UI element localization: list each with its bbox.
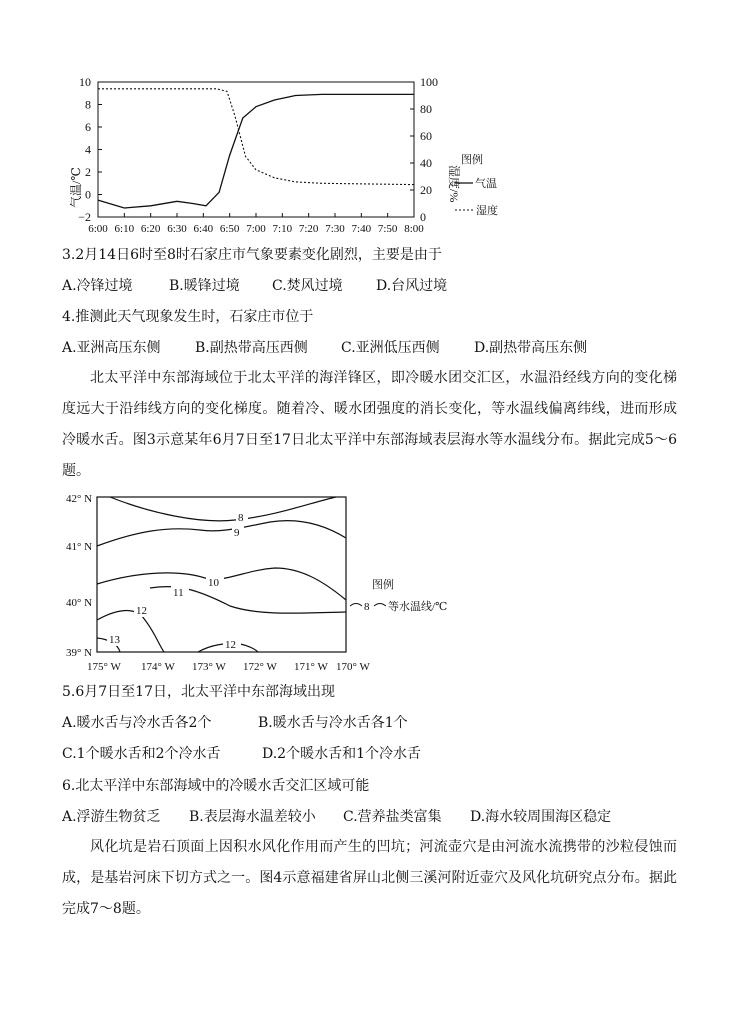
q6-option-c: C.营养盐类富集 <box>343 809 442 825</box>
q6-option-b: B.表层海水温差较小 <box>189 809 316 825</box>
q3-option-a: A.冷锋过境 <box>62 278 133 294</box>
x-tick-label: 6:40 <box>193 223 214 235</box>
y-left-tick-label: 0 <box>85 187 91 202</box>
x-tick-label: 7:30 <box>325 223 345 235</box>
isotherm-label-12-bottom: 12 <box>225 639 236 651</box>
isotherm-label-8: 8 <box>238 512 244 524</box>
q6-option-a: A.浮游生物贫乏 <box>62 809 161 825</box>
y-right-tick-label: 40 <box>420 156 432 170</box>
isotherm-label-13: 13 <box>109 634 120 646</box>
question-6-stem: 6.北太平洋中东部海域中的冷暖水舌交汇区域可能 <box>62 778 370 794</box>
isotherm-label-10: 10 <box>208 577 219 589</box>
y-left-axis-label: 气温/℃ <box>69 167 83 208</box>
y-right-tick-label: 20 <box>420 183 432 197</box>
legend-line-right <box>374 604 386 607</box>
lat-label-39n: 39° N <box>66 647 93 659</box>
question-5-stem: 5.6月7日至17日，北太平洋中东部海域出现 <box>62 684 335 700</box>
temperature-series-line <box>98 94 414 208</box>
q3-option-d: D.台风过境 <box>376 278 448 294</box>
y-right-tick-label: 60 <box>420 129 432 143</box>
q4-option-c: C.亚洲低压西侧 <box>341 340 440 356</box>
plot-frame <box>98 82 414 217</box>
isotherm-8 <box>110 497 336 521</box>
x-tick-label: 6:30 <box>167 223 187 235</box>
q5-option-a: A.暖水舌与冷水舌各2个 <box>62 715 212 731</box>
lat-label-40n: 40° N <box>66 597 93 609</box>
lat-label-42n: 42° N <box>66 493 93 505</box>
lat-label-41n: 41° N <box>66 541 93 553</box>
y-left-tick-label: 6 <box>85 120 91 134</box>
q6-option-d: D.海水较周围海区稳定 <box>470 809 612 825</box>
y-right-tick-label: 0 <box>420 210 426 224</box>
temperature-humidity-chart <box>0 60 737 245</box>
y-right-tick-label: 80 <box>420 102 432 116</box>
legend-temperature: 气温 <box>475 178 497 190</box>
map-legend-title: 图例 <box>372 579 394 591</box>
q4-option-b: B.副热带高压西侧 <box>195 340 308 356</box>
legend-isotherm-value: 8 <box>364 601 370 613</box>
q5-option-c: C.1个暖水舌和2个冷水舌 <box>62 746 221 762</box>
x-tick-label: 7:50 <box>377 223 398 235</box>
legend-humidity: 湿度 <box>476 205 498 217</box>
y-left-tick-label: −2 <box>78 210 91 224</box>
x-tick-label: 6:20 <box>140 223 161 235</box>
q5-option-b: B.暖水舌与冷水舌各1个 <box>258 715 408 731</box>
x-tick-label: 6:50 <box>219 223 240 235</box>
y-left-tick-label: 8 <box>85 97 91 112</box>
x-tick-label: 6:00 <box>88 223 108 235</box>
isotherm-map <box>0 488 737 678</box>
y-left-tick-label: 2 <box>85 165 91 179</box>
isotherm-label-12-left: 12 <box>136 605 147 617</box>
legend-line-left <box>350 604 362 607</box>
x-tick-label: 7:40 <box>351 223 372 235</box>
y-left-tick-label: 4 <box>85 142 91 157</box>
legend-title: 图例 <box>461 154 483 166</box>
passage-weathering-pits: 风化坑是岩石顶面上因积水风化作用而产生的凹坑；河流壶穴是由河流水流携带的沙粒侵蚀而成，是基岩河床下切方式之一。图4示意福建省屏山北侧三溪河附近壶穴及风化坑研究点分布。据此完成7～8题。 <box>62 839 677 917</box>
lon-label-175w: 175° W <box>87 661 121 673</box>
lon-label-171w: 171° W <box>294 661 328 673</box>
y-right-axis-label: 湿度/% <box>447 165 461 203</box>
x-tick-label: 7:00 <box>246 223 266 235</box>
q5-option-d: D.2个暖水舌和1个冷水舌 <box>262 746 421 762</box>
lon-label-173w: 173° W <box>192 661 226 673</box>
isotherm-label-9: 9 <box>234 527 240 539</box>
x-tick-label: 7:20 <box>298 223 319 235</box>
isotherm-label-11: 11 <box>173 587 184 599</box>
x-tick-label: 6:10 <box>114 223 135 235</box>
x-tick-label: 7:10 <box>272 223 293 235</box>
q3-option-c: C.焚风过境 <box>272 278 343 294</box>
lon-label-170w: 170° W <box>336 661 370 673</box>
q4-option-a: A.亚洲高压东侧 <box>62 340 161 356</box>
lon-label-174w: 174° W <box>141 661 175 673</box>
isotherm-9 <box>97 521 346 546</box>
legend-isotherm-text: 等水温线/℃ <box>388 601 448 613</box>
lon-label-172w: 172° W <box>243 661 277 673</box>
q3-option-b: B.暖锋过境 <box>169 278 240 294</box>
q4-option-d: D.副热带高压东侧 <box>474 340 588 356</box>
humidity-series-line <box>98 89 414 185</box>
question-4-stem: 4.推测此天气现象发生时，石家庄市位于 <box>62 309 314 325</box>
y-right-tick-label: 100 <box>420 75 438 89</box>
passage-sea-fronts: 北太平洋中东部海域位于北太平洋的海洋锋区，即冷暖水团交汇区，水温沿经线方向的变化梯度远大于沿纬线方向的变化梯度。随着冷、暖水团强度的消长变化，等水温线偏离纬线，进而形成冷暖水舌。图3示意某年6月7日至17日北太平洋中东部海域表层海水等水温线分布。据此完成5～6题。 <box>62 370 677 479</box>
x-tick-label: 8:00 <box>404 223 424 235</box>
question-3-stem: 3.2月14日6时至8时石家庄市气象要素变化剧烈，主要是由于 <box>62 247 442 263</box>
y-left-tick-label: 10 <box>79 75 91 89</box>
